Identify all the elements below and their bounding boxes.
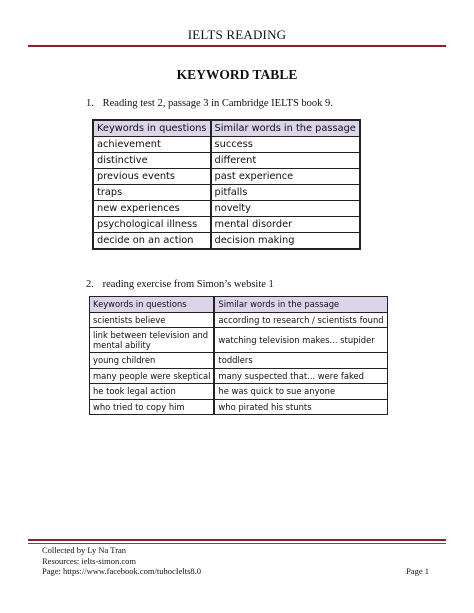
footer-page-link: Page: https://www.facebook.com/tuhocIelts8.0 bbox=[42, 566, 202, 576]
table-cell: he took legal action bbox=[90, 384, 215, 400]
column-header-similar: Similar words in the passage bbox=[214, 297, 387, 313]
header-rule bbox=[28, 45, 446, 47]
column-header-keywords: Keywords in questions bbox=[93, 120, 211, 137]
keyword-table-1 bbox=[92, 119, 361, 250]
section-2-text: reading exercise from Simon’s website 1 bbox=[102, 279, 274, 290]
section-1-text: Reading test 2, passage 3 in Cambridge IELTS book 9. bbox=[102, 98, 333, 109]
table-cell: success bbox=[211, 137, 360, 153]
table-row bbox=[90, 399, 388, 415]
table-cell: he was quick to sue anyone bbox=[214, 384, 387, 400]
table-cell: past experience bbox=[211, 169, 360, 185]
footer-collected-by: Collected by Ly Na Tran bbox=[42, 545, 127, 555]
table-row bbox=[93, 153, 360, 169]
table-row bbox=[90, 368, 388, 384]
table-row bbox=[93, 185, 360, 201]
footer-credits bbox=[42, 545, 201, 577]
table-row bbox=[93, 217, 360, 233]
column-header-similar: Similar words in the passage bbox=[211, 120, 360, 137]
section-1-number: 1. bbox=[86, 98, 94, 109]
footer-rule-thin bbox=[28, 543, 446, 544]
table-cell: young children bbox=[90, 353, 215, 369]
table-row bbox=[93, 169, 360, 185]
table-cell: pitfalls bbox=[211, 185, 360, 201]
table-cell: who pirated his stunts bbox=[214, 399, 387, 415]
table-cell: scientists believe bbox=[90, 312, 215, 328]
table-cell: previous events bbox=[93, 169, 211, 185]
table-cell: novelty bbox=[211, 201, 360, 217]
table-cell: many suspected that... were faked bbox=[214, 368, 387, 384]
table-row bbox=[90, 353, 388, 369]
section-1-heading bbox=[86, 98, 333, 109]
keyword-table-2 bbox=[89, 296, 388, 415]
table-cell: achievement bbox=[93, 137, 211, 153]
table-cell: many people were skeptical bbox=[90, 368, 215, 384]
page-number: Page 1 bbox=[406, 566, 429, 576]
table-cell: toddlers bbox=[214, 353, 387, 369]
table-header-row bbox=[93, 120, 360, 137]
table-header-row bbox=[90, 297, 388, 313]
section-2-heading bbox=[86, 279, 274, 290]
table-cell: according to research / scientists found bbox=[214, 312, 387, 328]
footer-rule bbox=[28, 539, 446, 541]
table-row bbox=[90, 384, 388, 400]
table-row bbox=[93, 233, 360, 250]
table-cell: mental disorder bbox=[211, 217, 360, 233]
table-cell: who tried to copy him bbox=[90, 399, 215, 415]
table-row bbox=[90, 312, 388, 328]
table-cell: link between television and mental ability bbox=[90, 328, 215, 353]
table-cell: psychological illness bbox=[93, 217, 211, 233]
table-row bbox=[93, 201, 360, 217]
document-title: KEYWORD TABLE bbox=[176, 67, 298, 82]
footer-resources: Resources: ielts-simon.com bbox=[42, 555, 136, 566]
table-cell: decision making bbox=[211, 233, 360, 250]
column-header-keywords: Keywords in questions bbox=[90, 297, 215, 313]
table-cell: new experiences bbox=[93, 201, 211, 217]
table-cell: traps bbox=[93, 185, 211, 201]
section-2-number: 2. bbox=[86, 279, 94, 290]
running-header: IELTS READING bbox=[187, 27, 287, 42]
table-row bbox=[93, 137, 360, 153]
table-cell: distinctive bbox=[93, 153, 211, 169]
table-cell: different bbox=[211, 153, 360, 169]
table-cell: watching television makes... stupider bbox=[214, 328, 387, 353]
table-row bbox=[90, 328, 388, 353]
table-cell: decide on an action bbox=[93, 233, 211, 250]
